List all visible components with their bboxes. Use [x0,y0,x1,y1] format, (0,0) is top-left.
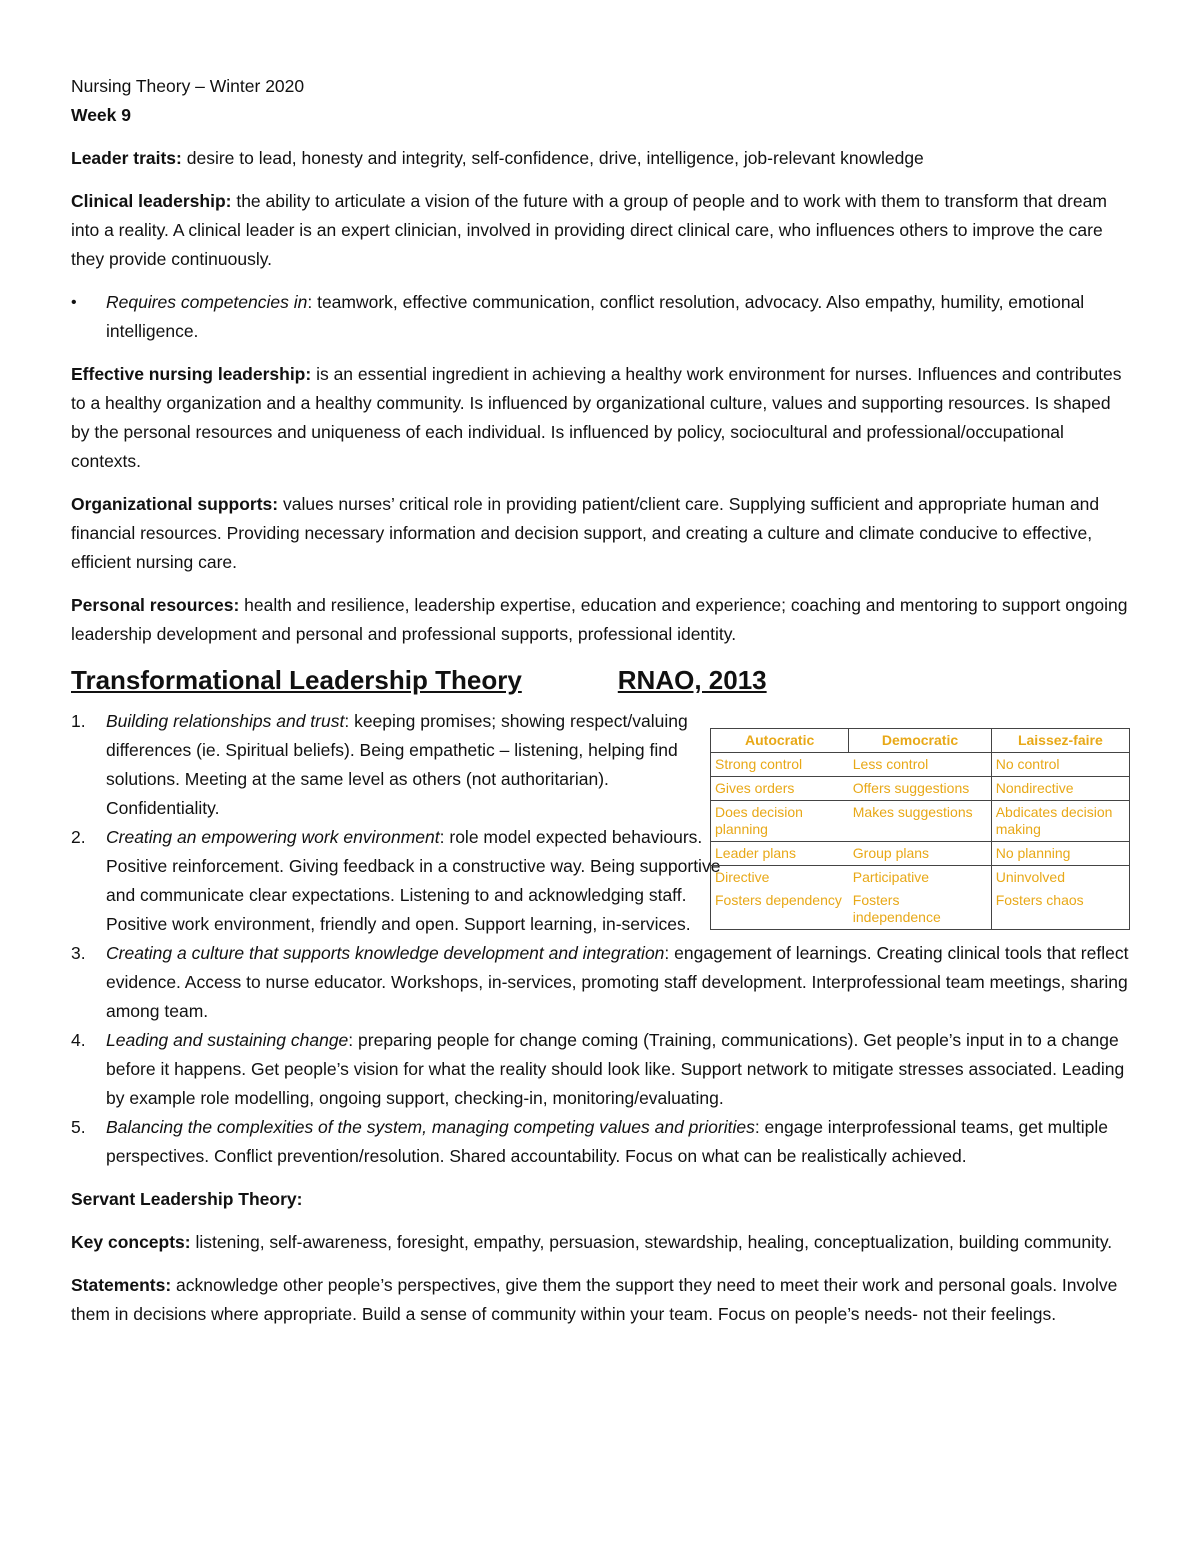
table-cell: Directive [711,866,849,890]
clinical-leadership-label: Clinical leadership: [71,191,232,211]
table-cell: Less control [849,753,991,777]
table-header-laissez-faire: Laissez-faire [991,729,1129,753]
key-concepts-paragraph [71,1228,1131,1257]
key-concepts-text: listening, self-awareness, foresight, empathy, persuasion, stewardship, healing, conceptualization, building community. [190,1232,1113,1252]
table-cell: Leader plans [711,842,849,866]
leadership-styles-table [710,728,1130,930]
list-item: 3. Creating a culture that supports knowledge development and integration: engagement of learnings. Creating clinical tools that reflect evidence. Access to nurse educator. Workshops, in-services, promoting staff development. Interprofessional team meetings, sharing among team. [71,943,1129,1021]
statements-text: acknowledge other people’s perspectives, give them the support they need to meet their work and personal goals. Involve them in decisions where appropriate. Build a sense of community within your team. Focus on people’s needs- not their feelings. [71,1275,1118,1324]
transformational-title: Transformational Leadership Theory [71,665,522,695]
leader-traits-text: desire to lead, honesty and integrity, self-confidence, drive, intelligence, job-relevant knowledge [181,148,924,168]
competencies-label: Requires competencies in [106,292,308,312]
table-cell: Uninvolved [991,866,1129,890]
servant-heading: Servant Leadership Theory: [71,1189,303,1209]
leadership-styles-table-wrap [710,728,1130,930]
table-cell: Participative [852,869,930,885]
personal-resources-text: health and resilience, leadership expertise, education and experience; coaching and mentoring to support ongoing leadership development and personal and professional supports, professional identity. [71,595,1128,644]
effective-nursing-paragraph [71,360,1131,476]
competencies-list [71,288,1131,346]
table-cell: Offers suggestions [849,777,991,801]
table-cell: Does decision planning [711,801,849,842]
table-row [711,777,1130,801]
statements-label: Statements: [71,1275,172,1295]
effective-nursing-text: is an essential ingredient in achieving a healthy work environment for nurses. Influences and contributes to a healthy organization and a healthy community. Is influenced by organizational culture, values and supporting resources. Is shaped by the personal resources and uniqueness of each individual. Is influenced by policy, sociocultural and professional/occupational contexts. [71,364,1122,471]
table-cell: Nondirective [991,777,1129,801]
table-cell: Abdicates decision making [991,801,1129,842]
list-item [71,288,1131,346]
table-cell: Gives orders [711,777,849,801]
list-item: 1. Building relationships and trust: keeping promises; showing respect/valuing differences (ie. Spiritual beliefs). Being empathetic – listening, helping find solutions. Meeting at the same level as others (not authoritarian). Confidentiality. [71,711,688,818]
effective-nursing-label: Effective nursing leadership: [71,364,312,384]
list-item: 4. Leading and sustaining change: preparing people for change coming (Training, communications). Get people’s input in to a change before it happens. Get people’s vision for what the reality should look like. Support network to mitigate stresses associated. Leading by example role modelling, ongoing support, checking-in, monitoring/evaluating. [71,1030,1125,1108]
organizational-supports-text: values nurses’ critical role in providing patient/client care. Supplying sufficient and appropriate human and financial resources. Providing necessary information and decision support, and creating a culture and climate conducive to effective, efficient nursing care. [71,494,1100,572]
statements-paragraph [71,1271,1131,1329]
transformational-source: RNAO, 2013 [617,665,767,695]
table-row [711,866,1130,890]
key-concepts-label: Key concepts: [71,1232,191,1252]
leader-traits-paragraph [71,144,1131,173]
course-title: Nursing Theory – Winter 2020 [71,76,305,96]
table-cell: Fosters chaos [991,889,1129,930]
table-row [711,801,1130,842]
organizational-supports-paragraph [71,490,1131,577]
table-cell: No planning [991,842,1129,866]
transformational-heading [71,663,1131,697]
table-header-autocratic: Autocratic [711,729,849,753]
table-cell: Strong control [711,753,849,777]
competencies-text: : teamwork, effective communication, conflict resolution, advocacy. Also empathy, humility, emotional intelligence. [106,292,1085,341]
clinical-leadership-text: the ability to articulate a vision of the future with a group of people and to work with them to transform that dream into a reality. A clinical leader is an expert clinician, involved in providing direct clinical care, who influences others to improve the care they provide continuously. [71,191,1107,269]
organizational-supports-label: Organizational supports: [71,494,279,514]
personal-resources-label: Personal resources: [71,595,240,615]
table-cell: Group plans [849,842,991,866]
table-row [711,753,1130,777]
list-item: 2. Creating an empowering work environment: role model expected behaviours. Positive reinforcement. Giving feedback in a constructive way. Being supportive and communicate clear expectations. Listening to and acknowledging staff. Positive work environment, friendly and open. Support learning, in-services. [71,827,721,934]
table-row [711,889,1130,930]
table-header-democratic: Democratic [849,729,991,753]
week-label: Week 9 [71,105,131,125]
list-item: 5. Balancing the complexities of the system, managing competing values and priorities: engage interprofessional teams, get multiple perspectives. Conflict prevention/resolution. Shared accountability. Focus on what can be realistically achieved. [71,1117,1108,1166]
table-cell: Fosters dependency [711,889,849,930]
bullet-icon: • [71,294,77,311]
clinical-leadership-paragraph [71,187,1131,274]
document-page [71,72,1131,1343]
leader-traits-label: Leader traits: [71,148,182,168]
table-cell: Fosters independence [849,889,991,930]
personal-resources-paragraph [71,591,1131,649]
table-row [711,842,1130,866]
table-cell: No control [991,753,1129,777]
table-header-row [711,729,1130,753]
table-cell: Makes suggestions [849,801,991,842]
